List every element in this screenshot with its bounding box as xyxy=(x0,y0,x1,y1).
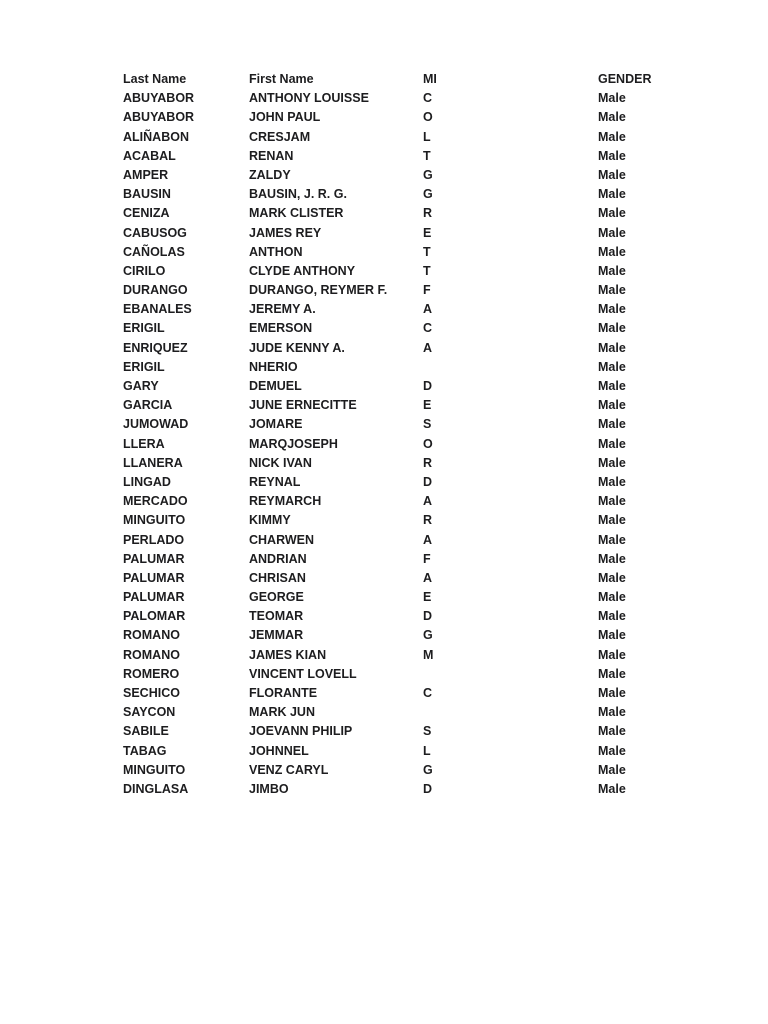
cell-gender: Male xyxy=(598,321,626,336)
cell-first-name: VENZ CARYL xyxy=(249,762,329,777)
cell-first-name: CHARWEN xyxy=(249,532,315,547)
cell-mi: G xyxy=(423,167,433,182)
cell-mi: R xyxy=(423,206,433,221)
table-row xyxy=(123,243,663,262)
table-row xyxy=(123,108,663,127)
cell-last-name: SECHICO xyxy=(123,686,180,700)
cell-mi: G xyxy=(423,628,433,643)
cell-first-name: CLYDE ANTHONY xyxy=(249,263,356,278)
cell-first-name: JAMES REY xyxy=(249,225,322,240)
cell-gender: Male xyxy=(598,666,626,681)
cell-last-name: PALUMAR xyxy=(123,570,185,585)
table-row xyxy=(123,89,663,108)
cell-first-name: JEMMAR xyxy=(249,628,304,643)
cell-mi: C xyxy=(423,321,433,336)
cell-gender: Male xyxy=(598,686,626,700)
cell-gender: Male xyxy=(598,532,626,547)
cell-first-name: CHRISAN xyxy=(249,570,306,585)
cell-last-name: ABUYABOR xyxy=(123,91,195,106)
header-last-name: Last Name xyxy=(123,72,187,86)
cell-last-name: ROMANO xyxy=(123,647,180,662)
cell-first-name: VINCENT LOVELL xyxy=(249,666,357,681)
cell-first-name: ANTHONY LOUISSE xyxy=(249,91,369,106)
cell-last-name: PERLADO xyxy=(123,532,185,547)
cell-mi: G xyxy=(423,187,433,202)
cell-last-name: AMPER xyxy=(123,167,169,182)
cell-last-name: MERCADO xyxy=(123,494,188,509)
cell-last-name: ERIGIL xyxy=(123,359,165,374)
cell-gender: Male xyxy=(598,302,626,317)
table-row xyxy=(123,626,663,645)
cell-mi: T xyxy=(423,263,431,278)
cell-gender: Male xyxy=(598,417,626,432)
table-row xyxy=(123,531,663,550)
cell-mi: O xyxy=(423,110,433,125)
cell-last-name: DINGLASA xyxy=(123,781,189,796)
cell-last-name: ERIGIL xyxy=(123,321,165,336)
table-row xyxy=(123,588,663,607)
cell-first-name: BAUSIN, J. R. G. xyxy=(249,187,347,202)
cell-last-name: SAYCON xyxy=(123,705,176,720)
cell-last-name: MINGUITO xyxy=(123,762,186,777)
table-row xyxy=(123,780,663,799)
table-row xyxy=(123,473,663,492)
cell-mi: C xyxy=(423,91,433,106)
cell-gender: Male xyxy=(598,129,626,144)
cell-first-name: MARK JUN xyxy=(249,705,315,720)
header-gender: GENDER xyxy=(598,72,652,86)
cell-last-name: GARY xyxy=(123,379,159,393)
cell-first-name: JUDE KENNY A. xyxy=(249,340,345,355)
cell-first-name: JOEVANN PHILIP xyxy=(249,724,353,739)
cell-gender: Male xyxy=(598,494,626,509)
cell-mi: R xyxy=(423,513,433,528)
cell-first-name: JOHN PAUL xyxy=(249,110,321,125)
cell-first-name: JOMARE xyxy=(249,417,303,432)
cell-first-name: CRESJAM xyxy=(249,129,311,144)
cell-mi: C xyxy=(423,686,433,700)
table-row xyxy=(123,684,663,703)
cell-mi: G xyxy=(423,762,433,777)
cell-last-name: GARCIA xyxy=(123,398,173,413)
cell-first-name: REYNAL xyxy=(249,474,301,489)
cell-mi: R xyxy=(423,455,433,470)
cell-first-name: DURANGO, REYMER F. xyxy=(249,283,388,298)
header-mi: MI xyxy=(423,72,437,86)
cell-mi: S xyxy=(423,417,432,432)
cell-last-name: LINGAD xyxy=(123,474,171,489)
table-row xyxy=(123,204,663,223)
cell-first-name: JEREMY A. xyxy=(249,302,316,317)
table-row xyxy=(123,224,663,243)
cell-first-name: NHERIO xyxy=(249,359,298,374)
table-row xyxy=(123,281,663,300)
cell-gender: Male xyxy=(598,724,626,739)
cell-mi: T xyxy=(423,148,431,163)
cell-last-name: CAÑOLAS xyxy=(123,244,185,259)
cell-gender: Male xyxy=(598,570,626,585)
cell-last-name: PALUMAR xyxy=(123,590,185,605)
cell-mi: D xyxy=(423,781,433,796)
cell-last-name: JUMOWAD xyxy=(123,417,189,432)
table-row xyxy=(123,147,663,166)
cell-gender: Male xyxy=(598,225,626,240)
cell-gender: Male xyxy=(598,187,626,202)
cell-last-name: LLANERA xyxy=(123,455,183,470)
cell-gender: Male xyxy=(598,705,626,720)
table-body xyxy=(123,89,663,799)
table-row xyxy=(123,396,663,415)
table-row xyxy=(123,703,663,722)
cell-mi: D xyxy=(423,609,433,624)
cell-last-name: ROMERO xyxy=(123,666,180,681)
table-row xyxy=(123,550,663,569)
cell-first-name: JUNE ERNECITTE xyxy=(249,398,357,413)
table-row xyxy=(123,761,663,780)
table-row xyxy=(123,454,663,473)
cell-first-name: DEMUEL xyxy=(249,379,302,393)
cell-last-name: TABAG xyxy=(123,743,167,758)
cell-last-name: MINGUITO xyxy=(123,513,186,528)
table-row xyxy=(123,722,663,741)
cell-gender: Male xyxy=(598,762,626,777)
cell-last-name: SABILE xyxy=(123,724,169,739)
cell-last-name: DURANGO xyxy=(123,283,188,298)
cell-gender: Male xyxy=(598,590,626,605)
name-roster-table xyxy=(123,70,663,799)
table-row xyxy=(123,319,663,338)
cell-mi: D xyxy=(423,474,433,489)
cell-first-name: ANDRIAN xyxy=(249,551,307,566)
cell-mi: F xyxy=(423,551,431,566)
cell-first-name: TEOMAR xyxy=(249,609,304,624)
cell-last-name: ENRIQUEZ xyxy=(123,340,188,355)
table-row xyxy=(123,569,663,588)
cell-mi: D xyxy=(423,379,433,393)
cell-mi: O xyxy=(423,436,433,451)
table-row xyxy=(123,185,663,204)
cell-first-name: ANTHON xyxy=(249,244,303,259)
cell-first-name: MARK CLISTER xyxy=(249,206,344,221)
table-row xyxy=(123,358,663,377)
cell-gender: Male xyxy=(598,244,626,259)
cell-mi: S xyxy=(423,724,432,739)
cell-gender: Male xyxy=(598,474,626,489)
table-row xyxy=(123,377,663,396)
cell-mi: L xyxy=(423,129,431,144)
cell-mi: E xyxy=(423,590,432,605)
cell-first-name: REYMARCH xyxy=(249,494,322,509)
cell-gender: Male xyxy=(598,436,626,451)
cell-mi: A xyxy=(423,532,433,547)
cell-first-name: MARQJOSEPH xyxy=(249,436,338,451)
table-row xyxy=(123,435,663,454)
cell-last-name: ABUYABOR xyxy=(123,110,195,125)
cell-gender: Male xyxy=(598,148,626,163)
cell-gender: Male xyxy=(598,513,626,528)
table-row xyxy=(123,166,663,185)
cell-first-name: RENAN xyxy=(249,148,294,163)
table-row xyxy=(123,665,663,684)
cell-gender: Male xyxy=(598,647,626,662)
table-row xyxy=(123,492,663,511)
cell-last-name: ALIÑABON xyxy=(123,129,189,144)
cell-first-name: GEORGE xyxy=(249,590,304,605)
cell-gender: Male xyxy=(598,379,626,393)
cell-gender: Male xyxy=(598,628,626,643)
table-row xyxy=(123,742,663,761)
table-row xyxy=(123,339,663,358)
cell-last-name: ROMANO xyxy=(123,628,180,643)
table-row xyxy=(123,415,663,434)
header-first-name: First Name xyxy=(249,72,314,86)
table-row xyxy=(123,300,663,319)
cell-gender: Male xyxy=(598,167,626,182)
table-row xyxy=(123,128,663,147)
cell-last-name: PALOMAR xyxy=(123,609,186,624)
cell-last-name: EBANALES xyxy=(123,302,192,317)
cell-mi: M xyxy=(423,647,434,662)
cell-mi: F xyxy=(423,283,431,298)
cell-gender: Male xyxy=(598,110,626,125)
cell-first-name: JIMBO xyxy=(249,781,289,796)
cell-mi: T xyxy=(423,244,431,259)
cell-gender: Male xyxy=(598,743,626,758)
cell-gender: Male xyxy=(598,781,626,796)
cell-mi: E xyxy=(423,398,432,413)
cell-gender: Male xyxy=(598,398,626,413)
cell-gender: Male xyxy=(598,206,626,221)
cell-first-name: NICK IVAN xyxy=(249,455,312,470)
table-row xyxy=(123,262,663,281)
cell-gender: Male xyxy=(598,340,626,355)
cell-mi: A xyxy=(423,302,433,317)
cell-first-name: EMERSON xyxy=(249,321,313,336)
table-row xyxy=(123,646,663,665)
table-header-row xyxy=(123,70,663,89)
cell-last-name: PALUMAR xyxy=(123,551,185,566)
cell-gender: Male xyxy=(598,91,626,106)
cell-last-name: LLERA xyxy=(123,436,165,451)
cell-mi: A xyxy=(423,340,433,355)
cell-last-name: CABUSOG xyxy=(123,225,187,240)
cell-last-name: CENIZA xyxy=(123,206,170,221)
cell-gender: Male xyxy=(598,609,626,624)
cell-gender: Male xyxy=(598,455,626,470)
cell-last-name: CIRILO xyxy=(123,263,166,278)
cell-first-name: KIMMY xyxy=(249,513,291,528)
cell-gender: Male xyxy=(598,283,626,298)
cell-gender: Male xyxy=(598,551,626,566)
table-row xyxy=(123,607,663,626)
cell-gender: Male xyxy=(598,263,626,278)
table-row xyxy=(123,511,663,530)
cell-first-name: ZALDY xyxy=(249,167,291,182)
cell-mi: A xyxy=(423,570,433,585)
cell-first-name: JAMES KIAN xyxy=(249,647,327,662)
cell-last-name: ACABAL xyxy=(123,148,176,163)
cell-gender: Male xyxy=(598,359,626,374)
cell-mi: L xyxy=(423,743,431,758)
cell-last-name: BAUSIN xyxy=(123,187,171,202)
cell-mi: A xyxy=(423,494,433,509)
cell-first-name: JOHNNEL xyxy=(249,743,309,758)
cell-mi: E xyxy=(423,225,432,240)
cell-first-name: FLORANTE xyxy=(249,686,318,700)
